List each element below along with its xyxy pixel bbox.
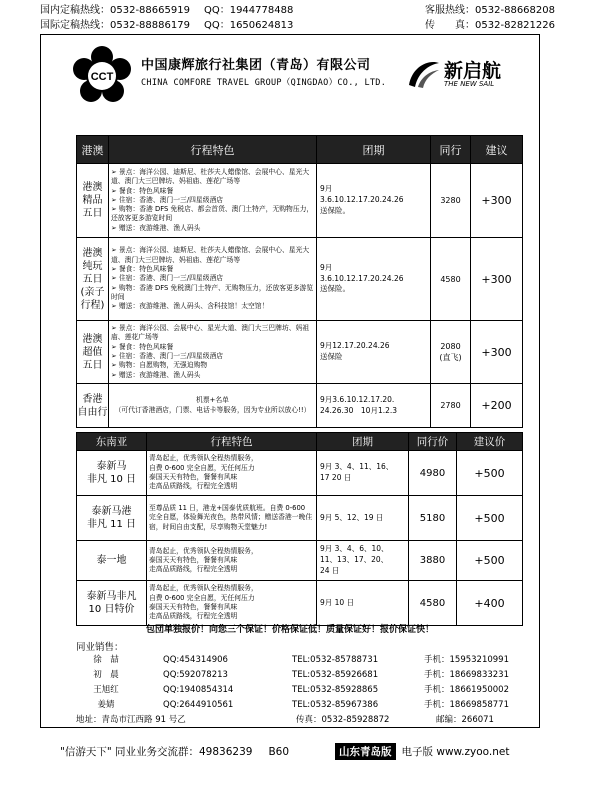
- fax-number: 传 真：0532-82821226: [425, 20, 555, 31]
- company-header: [41, 43, 539, 123]
- advice-price: +300: [471, 321, 523, 384]
- table-row: [77, 238, 523, 321]
- table-row: [77, 384, 523, 428]
- sales-name: 徐 喆: [93, 655, 119, 665]
- sales-title: 同业销售：: [76, 642, 124, 653]
- header-cell: 团期: [317, 433, 409, 451]
- route-name: 港澳 超值 五日: [77, 321, 109, 384]
- table-row: [77, 451, 523, 496]
- company-name-en: CHINA COMFORE TRAVEL GROUP（QINGDAO）CO., LTD.: [141, 78, 387, 88]
- page-footer: [60, 743, 535, 760]
- guarantee-slogan: 包団单独报价！向您三个保证！价格保证低！质量保证好！报价保证快！: [145, 625, 434, 635]
- route-name: 泰新马 非凡 10 日: [77, 451, 147, 496]
- intl-hotline: 国际定稿热线：0532-88886179: [40, 20, 190, 31]
- paper-edition-badge: 山东青岛版: [335, 743, 396, 760]
- route-dates: 9月 5、12、19 日: [317, 496, 409, 541]
- peer-price: 4580: [409, 581, 457, 626]
- header-cell: 建议价: [457, 433, 523, 451]
- contact-line: [76, 713, 516, 725]
- route-features: 青岛起止，优秀领队全程热情服务， 自费 0-600 完全自愿，无任何压力 泰国天天有特色，餐餐有风味 走高品质路线，行程完全透明: [147, 581, 317, 626]
- advice-price: +400: [457, 581, 523, 626]
- sales-qq: QQ:2644910561: [163, 700, 234, 710]
- brand-name-en: THE NEW SAIL: [444, 80, 495, 88]
- header-cell: 行程特色: [109, 136, 317, 164]
- advice-price: +200: [471, 384, 523, 428]
- sales-name: 初 晨: [93, 670, 119, 680]
- sales-name: 王旭红: [93, 685, 119, 695]
- hk-macau-table: [76, 135, 523, 428]
- sales-qq: QQ:1940854314: [163, 685, 234, 695]
- header-cell: 同行: [431, 136, 471, 164]
- logo-text: CCT: [90, 71, 114, 83]
- route-features: 机票+名单 （可代订香港酒店，门票、电话卡等服务，因为专业所以放心!!）: [109, 384, 317, 428]
- company-name-cn: 中国康辉旅行社集团（青岛）有限公司: [141, 58, 371, 73]
- contact-fax: 传真：0532-85928872: [296, 715, 390, 725]
- table-row: [77, 496, 523, 541]
- website-link[interactable]: 电子版 www.zyoo.net: [401, 746, 510, 758]
- peer-price: 2080 (直飞): [431, 321, 471, 384]
- route-features: 青岛起止，优秀领队全程热情服务， 自费 0-600 完全自愿，无任何压力 泰国天天有特色，餐餐有风味 走高品质路线，行程完全透明: [147, 451, 317, 496]
- advice-price: +500: [457, 541, 523, 581]
- route-features: ➢ 景点：海洋公园、会展中心、星光大道、澳门大三巴牌坊、妈祖庙、莲花广场等 ➢ 餐食：特色风味餐 ➢ 住宿：香港、澳门一三/四星级酒店 ➢ 购物：自愿购物，无强迫购物 ➢ 赠送：夜游维港、渔人码头: [109, 321, 317, 384]
- postcode: 邮编：266071: [436, 715, 494, 725]
- list-item: [76, 668, 516, 683]
- qq-group: "信游天下" 同业业务交流群：49836239: [60, 746, 253, 758]
- route-name: 香港 自由行: [77, 384, 109, 428]
- brand-name-cn: 新启航: [444, 60, 502, 82]
- list-item: [76, 683, 516, 698]
- route-dates: 9月12.17.20.24.26 送保险: [317, 321, 431, 384]
- table-row: [77, 164, 523, 238]
- peer-price: 5180: [409, 496, 457, 541]
- peer-price: 2780: [431, 384, 471, 428]
- route-dates: 9月 3、4、6、10、 11、13、17、20、 24 日: [317, 541, 409, 581]
- peer-price: 3880: [409, 541, 457, 581]
- advice-price: +500: [457, 451, 523, 496]
- table-header-row: [77, 136, 523, 164]
- advice-price: +300: [471, 238, 523, 321]
- sales-qq: QQ:454314906: [163, 655, 228, 665]
- list-item: [76, 653, 516, 668]
- peer-price: 4980: [409, 451, 457, 496]
- domestic-qq: QQ：1944778488: [203, 5, 294, 16]
- route-name: 泰一地: [77, 541, 147, 581]
- list-item: [76, 698, 516, 713]
- route-dates: 9月 3.6.10.12.17.20.24.26 送保险。: [317, 238, 431, 321]
- sales-tel: TEL:0532-85926681: [292, 670, 379, 680]
- sales-mobile: 手机：18669858771: [424, 700, 509, 710]
- service-hotline: 客服热线：0532-88668208: [425, 5, 555, 16]
- peer-price: 4580: [431, 238, 471, 321]
- sail-swoosh-icon: [406, 57, 442, 91]
- header-cell: 同行价: [409, 433, 457, 451]
- peer-price: 3280: [431, 164, 471, 238]
- route-dates: 9月3.6.10.12.17.20. 24.26.30 10月1.2.3: [317, 384, 431, 428]
- route-dates: 9月 10 日: [317, 581, 409, 626]
- sales-mobile: 手机：18661950002: [424, 685, 509, 695]
- sales-name: 姜婧: [97, 700, 115, 710]
- route-name: 泰新马非凡 10 日特价: [77, 581, 147, 626]
- header-cell: 港澳: [77, 136, 109, 164]
- table-row: [77, 541, 523, 581]
- southeast-asia-table: [76, 432, 523, 626]
- sales-tel: TEL:0532-85928865: [292, 685, 379, 695]
- sales-mobile: 手机：15953210991: [424, 655, 509, 665]
- advice-price: +500: [457, 496, 523, 541]
- route-features: ➢ 景点：海洋公园、迪斯尼、杜莎夫人蜡像馆、会展中心、星光大道、澳门大三巴牌坊、妈祖庙、莲花广场等 ➢ 餐食：特色风味餐 ➢ 住宿：香港、澳门一三/四星级酒店 ➢ 购物：香港 DFS 免税店、都会首货、澳门土特产，无购物压力，还放客更多游览时间 ➢ 赠送：夜游维港、渔人码头: [109, 164, 317, 238]
- sales-qq: QQ:592078213: [163, 670, 228, 680]
- intl-qq: QQ：1650624813: [203, 20, 294, 31]
- page-number: B60: [268, 745, 290, 758]
- sales-tel: TEL:0532-85788731: [292, 655, 379, 665]
- new-sail-brand: [406, 55, 526, 95]
- route-dates: 9月 3、4、11、16、 17 20 日: [317, 451, 409, 496]
- header-cell: 团期: [317, 136, 431, 164]
- route-features: 青岛起止，优秀领队全程热情服务， 泰国天天有特色，餐餐有风味 走高品质路线，行程完全透明: [147, 541, 317, 581]
- route-features: ➢ 景点：海洋公园、迪斯尼、杜莎夫人蜡像馆、会展中心、星光大道、澳门大三巴牌坊、妈祖庙、莲花广场等 ➢ 餐食：特色风味餐 ➢ 住宿：香港、澳门一三/四星级酒店 ➢ 购物：香港 DFS 免税澳门土特产、无购物压力，还放客更多游览时间 ➢ 赠送：夜游维港、渔人码头、含科技馆！太空馆！: [109, 238, 317, 321]
- ad-frame: [40, 34, 540, 728]
- sales-mobile: 手机：18669833231: [424, 670, 509, 680]
- route-name: 港澳 纯玩 五日 (亲子 行程): [77, 238, 109, 321]
- address: 地址：青岛市江西路 91 号乙: [76, 715, 186, 725]
- route-name: 泰新马港 非凡 11 日: [77, 496, 147, 541]
- table-header-row: [77, 433, 523, 451]
- table-row: [77, 321, 523, 384]
- header-cell: 东南亚: [77, 433, 147, 451]
- sales-contacts: [76, 653, 516, 713]
- route-name: 港澳 精品 五日: [77, 164, 109, 238]
- header-cell: 行程特色: [147, 433, 317, 451]
- sales-tel: TEL:0532-85967386: [292, 700, 379, 710]
- header-cell: 建议: [471, 136, 523, 164]
- domestic-hotline: 国内定稿热线：0532-88665919: [40, 5, 190, 16]
- route-dates: 9月 3.6.10.12.17.20.24.26 送保险。: [317, 164, 431, 238]
- cct-flower-logo-icon: [71, 45, 133, 107]
- table-row: [77, 581, 523, 626]
- hotlines-bar: [40, 3, 555, 33]
- advice-price: +300: [471, 164, 523, 238]
- route-features: 至尊品质 11 日，港龙+国泰优质航班。自费 0-600 完全自愿，体验舞光夜色，热带风情；赠送香港一晚住宿，时间自由支配，尽享购物天堂魅力!: [147, 496, 317, 541]
